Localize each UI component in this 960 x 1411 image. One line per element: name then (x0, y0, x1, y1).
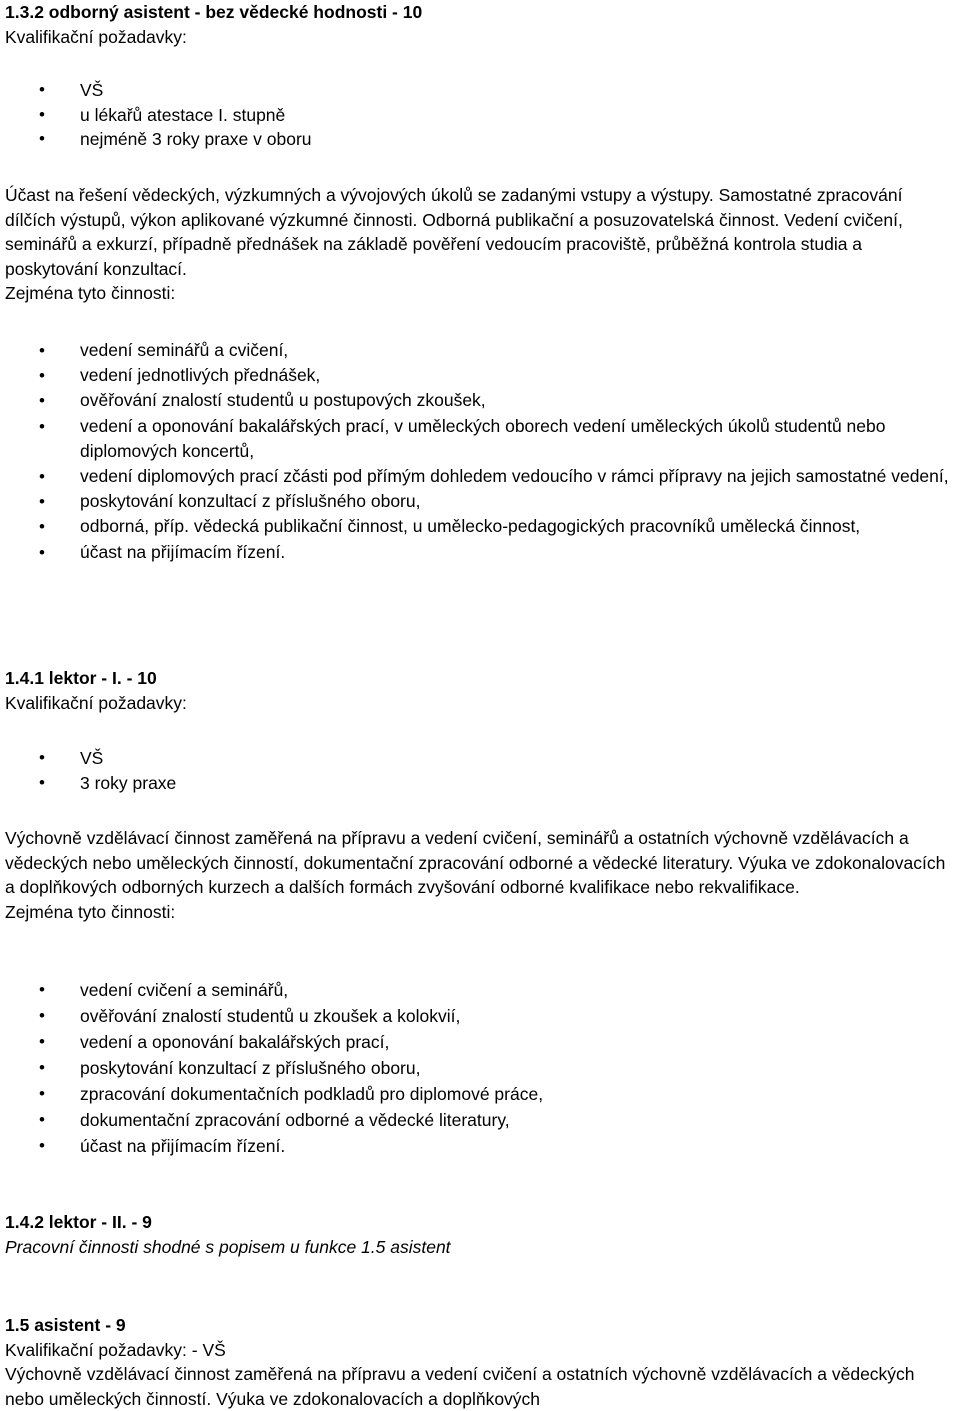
activities-label: Zejména tyto činnosti: (5, 283, 176, 303)
list-item: • vedení diplomových prací zčásti pod přímým dohledem vedoucího v rámci přípravy na jejich samostatné vedení, (5, 464, 955, 489)
section-description (5, 183, 955, 306)
section-asistent (5, 1313, 955, 1411)
list-item: • vedení jednotlivých přednášek, (5, 363, 955, 388)
list-item: • ověřování znalostí studentů u postupových zkoušek, (5, 388, 955, 413)
list-item: • účast na přijímacím řízení. (5, 1133, 955, 1159)
list-item: • vedení seminářů a cvičení, (5, 338, 955, 363)
list-item: • poskytování konzultací z příslušného oboru, (5, 489, 955, 514)
list-item: • vedení cvičení a seminářů, (5, 977, 955, 1003)
activities-list (5, 338, 955, 565)
list-item: • 3 roky praxe (5, 771, 955, 796)
section-heading: 1.5 asistent - 9 (5, 1315, 126, 1335)
list-item: • odborná, příp. vědecká publikační činnost, u umělecko-pedagogických pracovníků umělecká činnost, (5, 514, 955, 539)
section-lektor-1 (5, 666, 955, 715)
section-heading: 1.3.2 odborný asistent - bez vědecké hodnosti - 10 (5, 2, 423, 22)
list-item: • VŠ (5, 746, 955, 771)
description-paragraph: Účast na řešení vědeckých, výzkumných a vývojových úkolů se zadanými vstupy a výstupy. Samostatné zpracování dílčích výstupů, výkon aplikované výzkumné činnosti. Odborná publikační a posuzovatelská činnost. Vedení cvičení, seminářů a exkurzí, případně přednášek na základě pověření vedoucím pracoviště, průběžná kontrola studia a poskytování konzultací. (5, 185, 903, 279)
requirements-label: Kvalifikační požadavky: - VŠ (5, 1339, 226, 1360)
activities-list (5, 977, 955, 1159)
list-item: • vedení a oponování bakalářských prací, v uměleckých oborech vedení uměleckých úkolů studentů nebo diplomových koncertů, (5, 414, 955, 464)
list-item: • zpracování dokumentačních podkladů pro diplomové práce, (5, 1081, 955, 1107)
requirements-label: Kvalifikační požadavky: (5, 26, 187, 47)
section-heading: 1.4.2 lektor - II. - 9 (5, 1212, 152, 1232)
list-item: • ověřování znalostí studentů u zkoušek a kolokvií, (5, 1003, 955, 1029)
list-item: • účast na přijímacím řízení. (5, 540, 955, 565)
activities-label: Zejména tyto činnosti: (5, 901, 176, 922)
description-paragraph: Výchovně vzdělávací činnost zaměřená na přípravu a vedení cvičení, seminářů a ostatních výchovně vzdělávacích a vědeckých nebo uměleckých činností, dokumentační zpracování odborné a vědecké literatury. Výuka ve zdokonalovacích a doplňkových odborných kurzech a dalších formách zvyšování odborné kvalifikace nebo rekvalifikace. (5, 828, 946, 897)
list-item: • VŠ (5, 78, 955, 103)
section-lektor-2 (5, 1210, 955, 1259)
requirements-label: Kvalifikační požadavky: (5, 692, 187, 713)
list-item: • nejméně 3 roky praxe v oboru (5, 127, 955, 152)
section-note: Pracovní činnosti shodné s popisem u funkce 1.5 asistent (5, 1236, 451, 1257)
list-item: • poskytování konzultací z příslušného oboru, (5, 1055, 955, 1081)
list-item: • u lékařů atestace I. stupně (5, 103, 955, 128)
section-heading: 1.4.1 lektor - I. - 10 (5, 668, 157, 688)
list-item: • dokumentační zpracování odborné a vědecké literatury, (5, 1107, 955, 1133)
description-paragraph: Výchovně vzdělávací činnost zaměřená na přípravu a vedení cvičení a ostatních výchovně vzdělávacích a vědeckých nebo uměleckých činností. Výuka ve zdokonalovacích a doplňkových (5, 1364, 915, 1409)
requirements-list (5, 746, 955, 795)
list-item: • vedení a oponování bakalářských prací, (5, 1029, 955, 1055)
section-description (5, 826, 955, 924)
requirements-list (5, 78, 955, 152)
section-odborny-asistent (5, 0, 955, 49)
